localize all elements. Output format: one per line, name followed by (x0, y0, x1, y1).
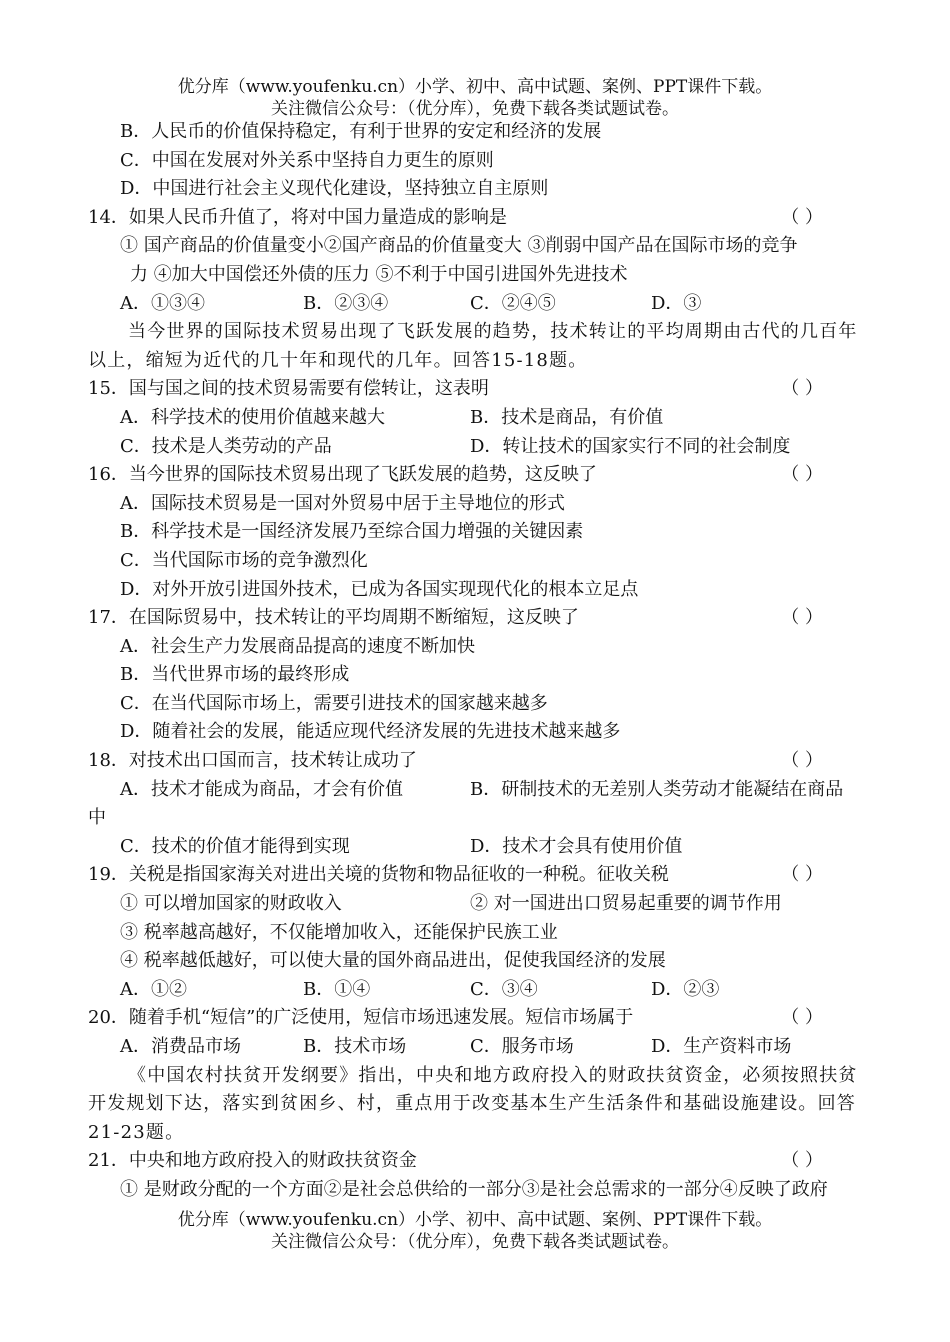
q15-answer-bracket: （ ） (781, 378, 823, 400)
q17-answer-bracket: （ ） (781, 607, 823, 629)
q19-answer-bracket: （ ） (781, 864, 823, 886)
q15-option-c: C．技术是人类劳动的产品 (120, 435, 332, 457)
q16-stem-row (88, 461, 863, 490)
q20-options-row (88, 1033, 863, 1062)
question-body (88, 118, 863, 1205)
footer-line-1: 优分库（www.youfenku.cn）小学、初中、高中试题、案例、PPT课件下载。 (177, 1210, 773, 1230)
header-line-1: 优分库（www.youfenku.cn）小学、初中、高中试题、案例、PPT课件下载。 (177, 77, 773, 97)
q14-stem-row (88, 204, 863, 233)
q17-stem-row (88, 604, 863, 633)
q16-answer-bracket: （ ） (781, 464, 823, 486)
q19-option-a: A．①② (120, 978, 187, 1000)
footer-line-2: 关注微信公众号：（优分库），免费下载各类试题试卷。 (271, 1232, 679, 1252)
q19-option-c: C．③④ (470, 978, 538, 1000)
q19-items-row-1 (88, 890, 863, 919)
q17-option-b: B．当代世界市场的最终形成 (120, 664, 350, 686)
q18-option-c: C．技术的价值才能得到实现 (120, 835, 350, 857)
q16-option-a: A．国际技术贸易是一国对外贸易中居于主导地位的形式 (120, 492, 565, 514)
page-header (0, 76, 950, 120)
q19-item-4: ④ 税率越低越好，可以使大量的国外商品进出，促使我国经济的发展 (120, 950, 666, 972)
q20-answer-bracket: （ ） (781, 1007, 823, 1029)
q21-stem-row (88, 1147, 863, 1176)
q18-option-b-continued: 中 (88, 807, 106, 829)
q21-items-line-1: ① 是财政分配的一个方面②是社会总供给的一部分③是社会总需求的一部分④反映了政府 (120, 1178, 828, 1200)
q13-option-c: C．中国在发展对外关系中坚持自力更生的原则 (120, 149, 494, 171)
header-line-2: 关注微信公众号：（优分库），免费下载各类试题试卷。 (271, 99, 679, 119)
q19-item-2: ② 对一国进出口贸易起重要的调节作用 (470, 893, 782, 915)
q15-option-a: A．科学技术的使用价值越来越大 (120, 406, 385, 428)
q14-option-c: C．②④⑤ (470, 292, 556, 314)
q15-stem: 15．国与国之间的技术贸易需要有偿转让，这表明 (88, 378, 489, 400)
q13-option-b: B．人民币的价值保持稳定，有利于世界的安定和经济的发展 (120, 121, 602, 142)
q18-stem-row (88, 747, 863, 776)
q13-option-d: D．中国进行社会主义现代化建设，坚持独立自主原则 (120, 178, 549, 200)
q18-answer-bracket: （ ） (781, 750, 823, 772)
q21-answer-bracket: （ ） (781, 1150, 823, 1172)
q19-item-1: ① 可以增加国家的财政收入 (120, 893, 342, 915)
q14-answer-bracket: （ ） (781, 206, 823, 228)
q15-option-d: D．转让技术的国家实行不同的社会制度 (470, 435, 791, 457)
q17-option-d: D．随着社会的发展，能适应现代经济发展的先进技术越来越多 (120, 721, 621, 743)
q19-stem-row (88, 861, 863, 890)
page-footer (0, 1209, 950, 1253)
passage-21-23: 《中国农村扶贫开发纲要》指出，中央和地方政府投入的财政扶贫资金，必须按照扶贫开发规划下达，落实到贫困乡、村，重点用于改变基本生产生活条件和基础设施建设。回答21-23题。 (88, 1064, 858, 1143)
q16-option-d: D．对外开放引进国外技术，已成为各国实现现代化的根本立足点 (120, 578, 639, 600)
q15-options-row-1 (88, 404, 863, 433)
q14-stem: 14．如果人民币升值了，将对中国力量造成的影响是 (88, 206, 507, 228)
passage-15-18: 当今世界的国际技术贸易出现了飞跃发展的趋势，技术转让的平均周期由古代的几百年以上，缩短为近代的几十年和现代的几年。回答15-18题。 (88, 321, 858, 371)
q17-option-a: A．社会生产力发展商品提高的速度不断加快 (120, 635, 475, 657)
q16-option-c: C．当代国际市场的竞争激烈化 (120, 549, 368, 571)
q20-option-b: B．技术市场 (303, 1036, 407, 1057)
q15-stem-row (88, 375, 863, 404)
q14-option-d: D．③ (651, 292, 702, 314)
q14-option-a: A．①③④ (120, 292, 205, 314)
q15-option-b: B．技术是商品，有价值 (470, 406, 664, 428)
q16-stem: 16．当今世界的国际技术贸易出现了飞跃发展的趋势，这反映了 (88, 464, 597, 486)
q15-options-row-2 (88, 433, 863, 462)
q20-option-d: D．生产资料市场 (651, 1036, 792, 1057)
q17-option-c: C．在当代国际市场上，需要引进技术的国家越来越多 (120, 692, 548, 714)
q20-option-c: C．服务市场 (470, 1036, 574, 1057)
q14-items-line-1: ① 国产商品的价值量变小②国产商品的价值量变大 ③削弱中国产品在国际市场的竞争 (120, 235, 798, 257)
q14-items-line-2: 力 ④加大中国偿还外债的压力 ⑤不利于中国引进国外先进技术 (130, 263, 628, 285)
q14-options-row (88, 290, 863, 319)
q19-item-3: ③ 税率越高越好，不仅能增加收入，还能保护民族工业 (120, 921, 558, 943)
q20-stem: 20．随着手机“短信”的广泛使用，短信市场迅速发展。短信市场属于 (88, 1007, 634, 1029)
q20-stem-row (88, 1004, 863, 1033)
q17-stem: 17．在国际贸易中，技术转让的平均周期不断缩短，这反映了 (88, 607, 579, 629)
q18-option-a: A．技术才能成为商品，才会有价值 (120, 778, 403, 800)
q19-option-d: D．②③ (651, 978, 720, 1000)
q18-option-d: D．技术才会具有使用价值 (470, 835, 683, 857)
q14-option-b: B．②③④ (303, 292, 389, 314)
q19-options-row (88, 976, 863, 1005)
q21-stem: 21．中央和地方政府投入的财政扶贫资金 (88, 1150, 417, 1172)
q19-option-b: B．①④ (303, 978, 371, 1000)
q18-options-row-2 (88, 833, 863, 862)
q20-option-a: A．消费品市场 (120, 1036, 241, 1057)
q18-option-b: B．研制技术的无差别人类劳动才能凝结在商品 (470, 778, 844, 800)
q18-options-row-1 (88, 776, 863, 805)
q16-option-b: B．科学技术是一国经济发展乃至综合国力增强的关键因素 (120, 521, 584, 543)
q19-stem: 19．关税是指国家海关对进出关境的货物和物品征收的一种税。征收关税 (88, 864, 669, 886)
q18-stem: 18．对技术出口国而言，技术转让成功了 (88, 750, 417, 772)
